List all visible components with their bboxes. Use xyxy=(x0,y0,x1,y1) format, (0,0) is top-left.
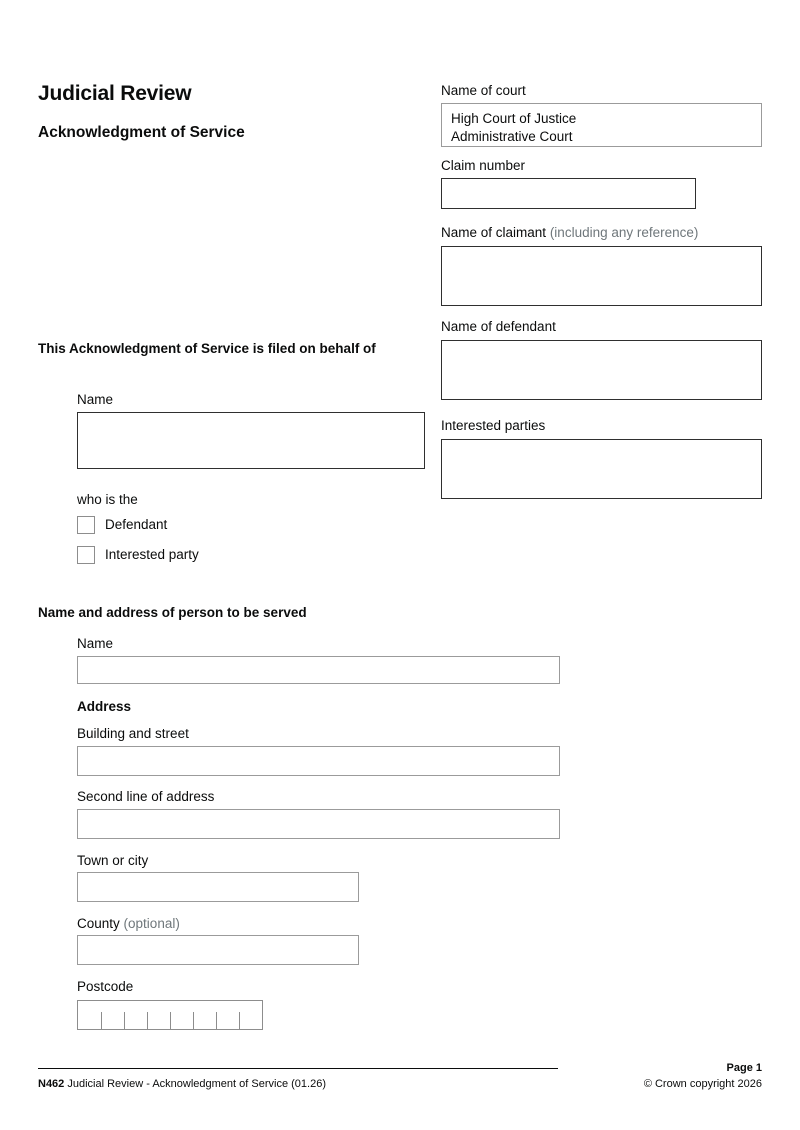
checkbox-interested-party[interactable] xyxy=(77,546,95,564)
postcode-cell[interactable] xyxy=(124,1001,147,1029)
postcode-cell[interactable] xyxy=(239,1001,262,1029)
footer-form-reference xyxy=(38,1078,326,1091)
postcode-cell[interactable] xyxy=(78,1001,101,1029)
claimant-label xyxy=(441,225,698,242)
checkbox-defendant-label: Defendant xyxy=(105,517,168,533)
filed-on-behalf-name-label: Name xyxy=(77,392,114,407)
footer-form-code: N462 xyxy=(38,1078,65,1090)
town-or-city-label: Town or city xyxy=(77,853,149,868)
checkbox-row-interested-party[interactable] xyxy=(77,546,199,564)
served-name-label: Name xyxy=(77,636,114,651)
filed-on-behalf-name-input[interactable] xyxy=(77,412,425,469)
claimant-label-hint: (including any reference) xyxy=(549,225,699,240)
page-subtitle: Acknowledgment of Service xyxy=(38,124,245,141)
footer-divider xyxy=(38,1068,558,1069)
footer-page-number: Page 1 xyxy=(726,1062,762,1074)
footer-right-block xyxy=(644,1061,762,1093)
interested-parties-label: Interested parties xyxy=(441,418,546,433)
postcode-cell[interactable] xyxy=(170,1001,193,1029)
who-is-the-label: who is the xyxy=(77,492,138,507)
claim-number-input[interactable] xyxy=(441,178,696,209)
second-line-of-address-input[interactable] xyxy=(77,809,560,839)
defendant-label: Name of defendant xyxy=(441,319,556,334)
interested-parties-input[interactable] xyxy=(441,439,762,499)
claimant-label-text: Name of claimant xyxy=(441,225,547,240)
court-value-line2: Administrative Court xyxy=(451,129,573,145)
town-or-city-input[interactable] xyxy=(77,872,359,902)
county-label xyxy=(77,916,180,933)
court-value-line1: High Court of Justice xyxy=(451,111,577,126)
court-label: Name of court xyxy=(441,83,526,98)
checkbox-defendant[interactable] xyxy=(77,516,95,534)
county-label-text: County xyxy=(77,916,120,931)
second-line-of-address-label: Second line of address xyxy=(77,789,215,804)
county-input[interactable] xyxy=(77,935,359,965)
served-name-input[interactable] xyxy=(77,656,560,684)
footer-form-title: Judicial Review - Acknowledgment of Service (01.26) xyxy=(67,1078,326,1090)
postcode-cell[interactable] xyxy=(193,1001,216,1029)
claim-number-label: Claim number xyxy=(441,158,526,173)
person-to-be-served-heading: Name and address of person to be served xyxy=(38,605,307,620)
court-value-box[interactable] xyxy=(441,103,762,147)
filed-on-behalf-heading: This Acknowledgment of Service is filed on behalf of xyxy=(38,341,376,356)
postcode-input[interactable] xyxy=(77,1000,263,1030)
postcode-cell[interactable] xyxy=(101,1001,124,1029)
checkbox-interested-party-label: Interested party xyxy=(105,547,199,563)
building-and-street-input[interactable] xyxy=(77,746,560,776)
county-label-hint: (optional) xyxy=(123,916,180,931)
footer-copyright: © Crown copyright 2026 xyxy=(643,1077,762,1090)
address-label: Address xyxy=(77,699,132,714)
defendant-input[interactable] xyxy=(441,340,762,400)
checkbox-row-defendant[interactable] xyxy=(77,516,167,534)
postcode-cell[interactable] xyxy=(147,1001,170,1029)
claimant-input[interactable] xyxy=(441,246,762,306)
postcode-label: Postcode xyxy=(77,979,134,994)
building-and-street-label: Building and street xyxy=(77,726,189,741)
postcode-cell[interactable] xyxy=(216,1001,239,1029)
page-title: Judicial Review xyxy=(38,82,192,105)
